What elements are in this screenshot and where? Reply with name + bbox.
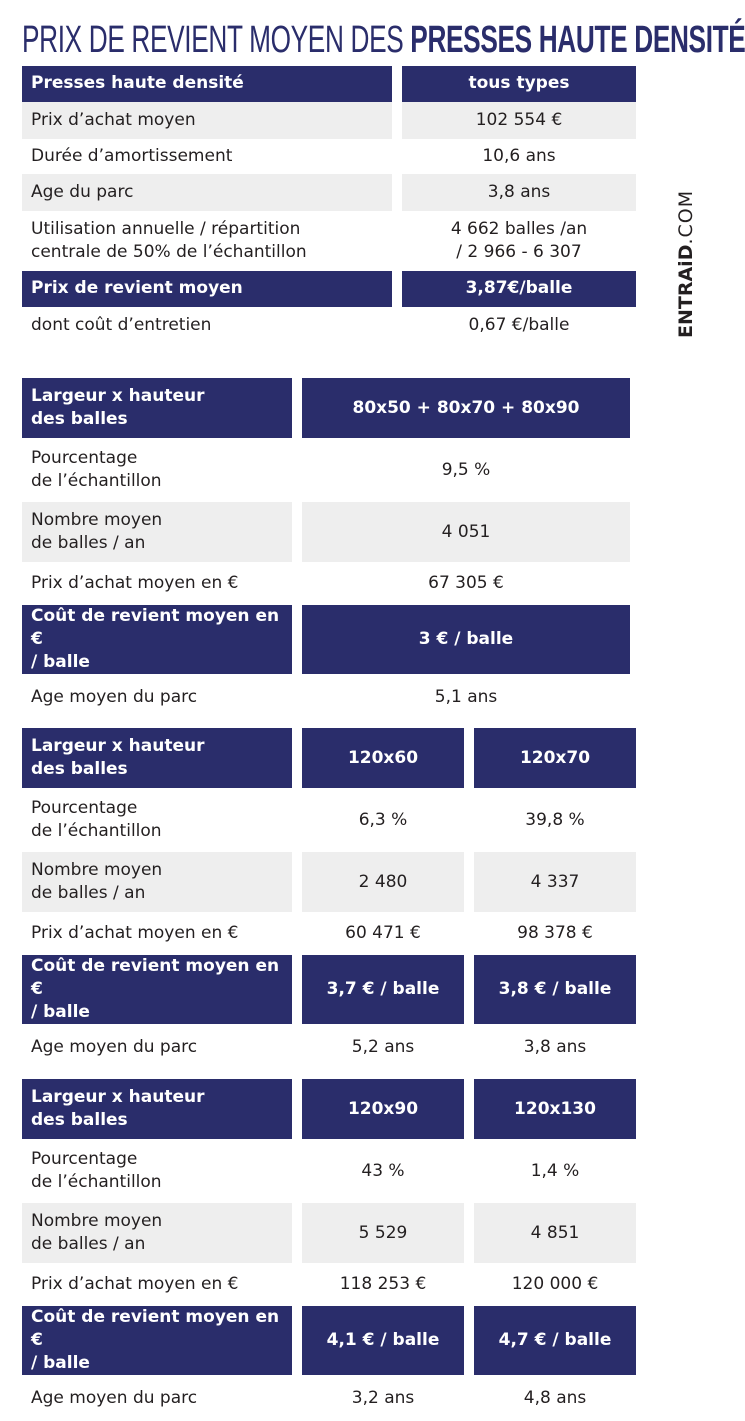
bales-value: 4 337 [474,852,636,912]
percent-value: 6,3 % [358,809,408,830]
label-line1: Pourcentage [31,798,138,818]
label-line2: centrale de 50% de l’échantillon [31,242,307,262]
price-value: 98 378 € [517,923,593,943]
age-value: 5,2 ans [351,1036,415,1057]
size-value: 120x90 [302,1079,464,1139]
size-value: 120x70 [474,728,636,788]
bales-value: 4 051 [302,502,630,562]
label-line2: / balle [31,652,90,672]
table-80-series [12,374,640,720]
cost-value: 3,8 € / balle [474,955,636,1024]
bales-label [22,502,292,562]
size-label [22,378,292,438]
age-value: 3,2 ans [351,1387,415,1408]
value-line1: 4 662 balles /an [450,219,588,239]
size-value: 120x60 [302,728,464,788]
row-value: 10,6 ans [482,146,556,166]
age-value: 3,8 ans [523,1036,587,1057]
label-line2: de l’échantillon [31,471,162,491]
price-value: 118 253 € [339,1274,427,1294]
cost-value: 4,1 € / balle [302,1306,464,1375]
header-value: tous types [402,66,636,102]
value-line2: / 2 966 - 6 307 [456,242,582,262]
title-part2: PRESSES HAUTE DENSITÉ [410,19,745,61]
row-value: 102 554 € [402,102,636,139]
percent-value: 43 % [361,1160,405,1181]
cost-row [22,271,636,307]
price-label: Prix d’achat moyen en € [31,1274,239,1294]
percent-label [22,1143,292,1199]
price-label: Prix d’achat moyen en € [31,923,239,943]
bales-row [22,502,630,562]
brand-name: ENTRAiD [675,244,697,338]
label-line2: des balles [31,759,128,779]
cost-value: 3,7 € / balle [302,955,464,1024]
label-line2: des balles [31,1110,128,1130]
age-label: Age moyen du parc [31,686,198,707]
age-row [22,1379,636,1417]
label-line1: Largeur x hauteur [31,1087,205,1107]
header-label: Presses haute densité [22,66,392,102]
size-row [22,1079,636,1139]
table-all-types [12,66,646,343]
table-row [22,211,636,271]
size-label [22,1079,292,1139]
percent-value: 9,5 % [441,459,491,480]
bales-row [22,1203,636,1263]
price-value: 60 471 € [345,923,421,943]
bales-row [22,852,636,912]
percent-row [22,1143,636,1199]
row-value: 0,67 €/balle [468,314,570,335]
bales-label [22,1203,292,1263]
label-line1: Nombre moyen [31,1211,163,1231]
cost-value: 3,87€/balle [402,271,636,307]
bales-label [22,852,292,912]
row-label: Durée d’amortissement [31,146,233,166]
label-line1: Nombre moyen [31,510,163,530]
bales-value: 2 480 [302,852,464,912]
percent-value: 1,4 % [530,1160,580,1181]
label-line2: / balle [31,1353,90,1373]
label-line1: Coût de revient moyen en € [31,1307,280,1350]
label-line2: / balle [31,1002,90,1022]
bales-value: 4 851 [474,1203,636,1263]
row-value: 3,8 ans [402,174,636,211]
label-line1: Largeur x hauteur [31,736,205,756]
percent-row [22,792,636,848]
label-line1: Nombre moyen [31,860,163,880]
age-value: 5,1 ans [434,686,498,707]
table-row [22,139,636,174]
label-line1: Utilisation annuelle / répartition [31,219,301,239]
table-120-60-70 [12,724,646,1070]
price-value: 120 000 € [511,1274,599,1294]
row-label [22,211,392,271]
percent-label [22,792,292,848]
size-row [22,728,636,788]
price-row [22,1267,636,1302]
page-title [22,18,745,62]
cost-label [22,1306,292,1375]
age-row [22,678,630,716]
cost-label: Prix de revient moyen [22,271,392,307]
size-label [22,728,292,788]
age-value: 4,8 ans [523,1387,587,1408]
bales-value: 5 529 [302,1203,464,1263]
label-line2: de balles / an [31,883,146,903]
label-line2: des balles [31,409,128,429]
cost-row [22,605,630,674]
title-part1: PRIX DE REVIENT MOYEN DES [22,19,411,61]
cost-row [22,955,636,1024]
table-header-row [22,66,636,102]
brand-domain: .COM [675,189,697,245]
label-line2: de l’échantillon [31,1172,162,1192]
label-line1: Pourcentage [31,1149,138,1169]
label-line1: Coût de revient moyen en € [31,606,280,649]
table-120-90-130 [12,1075,646,1421]
label-line2: de balles / an [31,533,146,553]
size-value: 80x50 + 80x70 + 80x90 [302,378,630,438]
age-row [22,1028,636,1066]
table-row [22,174,636,211]
age-label: Age moyen du parc [31,1036,198,1057]
percent-label [22,442,292,498]
price-value: 67 305 € [428,573,504,593]
brand-logo [676,178,696,338]
size-value: 120x130 [474,1079,636,1139]
cost-row [22,1306,636,1375]
cost-value: 4,7 € / balle [474,1306,636,1375]
cost-value: 3 € / balle [302,605,630,674]
label-line1: Largeur x hauteur [31,386,205,406]
percent-value: 39,8 % [525,809,585,830]
age-label: Age moyen du parc [31,1387,198,1408]
price-label: Prix d’achat moyen en € [31,573,239,593]
row-label: Prix d’achat moyen [22,102,392,139]
percent-row [22,442,630,498]
cost-label [22,605,292,674]
price-row [22,566,630,601]
table-row [22,307,636,343]
size-row [22,378,630,438]
row-value [402,211,636,271]
row-label: dont coût d’entretien [31,314,212,335]
label-line2: de l’échantillon [31,821,162,841]
table-row [22,102,636,139]
label-line1: Pourcentage [31,448,138,468]
label-line2: de balles / an [31,1234,146,1254]
cost-label [22,955,292,1024]
row-label: Age du parc [22,174,392,211]
price-row [22,916,636,951]
label-line1: Coût de revient moyen en € [31,956,280,999]
